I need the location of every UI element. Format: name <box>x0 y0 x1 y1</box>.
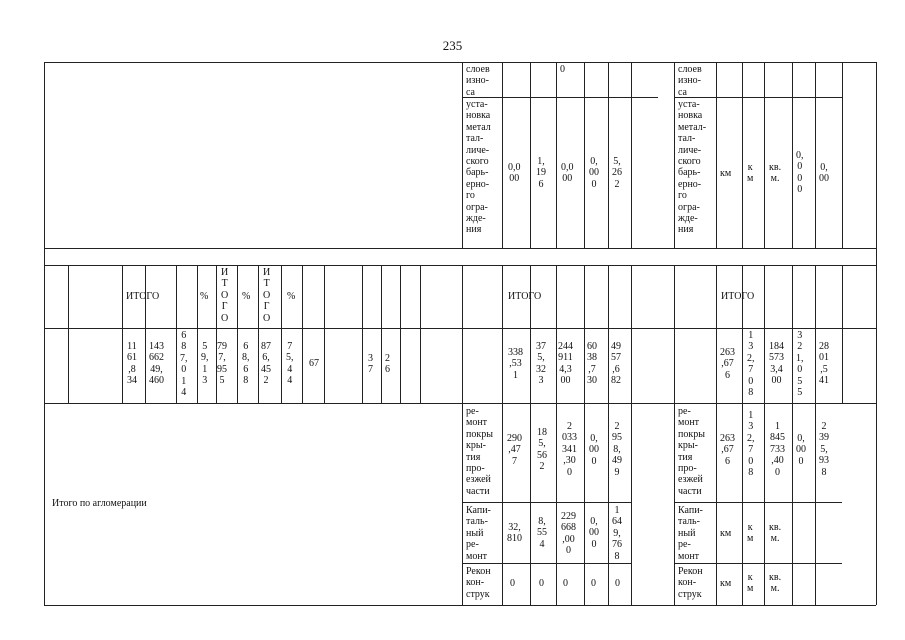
grid-line <box>674 563 842 564</box>
itogo-label: ИТОГО <box>126 291 160 302</box>
cell-r2-unit-km: км <box>720 168 732 179</box>
grid-line <box>716 265 717 403</box>
agglomeration-total-label: Итого по агломерации <box>52 498 147 509</box>
grid-line <box>674 502 842 503</box>
grid-line <box>362 265 363 403</box>
grid-line <box>742 62 743 248</box>
val-g: 87 6, 45 2 <box>261 341 271 387</box>
grid-line <box>44 265 876 266</box>
val-r1: 263 ,67 6 <box>720 347 735 381</box>
grid-line <box>556 265 557 403</box>
grid-line <box>237 265 238 403</box>
val-m4: 60 38 ,7 30 <box>587 341 597 387</box>
grid-line <box>631 265 632 403</box>
grid-line <box>44 328 876 329</box>
capital-m2: 8, 55 4 <box>537 516 547 550</box>
grid-line <box>764 62 765 248</box>
grid-line <box>631 62 632 248</box>
grid-line <box>631 403 632 605</box>
grid-line <box>462 502 631 503</box>
grid-line <box>324 265 325 403</box>
grid-line <box>420 265 421 403</box>
cell-right-layer-text: слоев изно- са <box>678 64 702 98</box>
grid-line <box>462 403 463 605</box>
grid-line <box>608 403 609 605</box>
grid-line <box>462 265 463 403</box>
repair-r1: 263 ,67 6 <box>720 433 735 467</box>
grid-line <box>502 403 503 605</box>
capital-m5: 1 64 9, 76 8 <box>612 505 622 562</box>
grid-line <box>44 605 876 606</box>
grid-line <box>674 62 675 248</box>
grid-line <box>876 62 877 605</box>
grid-line <box>462 97 658 98</box>
grid-line <box>145 265 146 403</box>
pct-1: % <box>200 291 209 302</box>
grid-line <box>502 265 503 403</box>
grid-line <box>44 62 876 63</box>
grid-line <box>764 403 765 605</box>
cell-layer-text: слоев изно- са <box>466 64 490 98</box>
grid-line <box>68 265 69 403</box>
repair-m3: 2 033 341 ,30 0 <box>562 421 577 478</box>
cell-r2-v1: 0,0 00 <box>508 162 521 185</box>
cell-install-text: уста- новка метал тал- личе- ского барь- ерно- го огра- жде- ния <box>466 99 491 236</box>
repair-label: ре- монт покры кры- тия про- езжей части <box>466 406 493 497</box>
grid-line <box>815 403 816 605</box>
recon-r2: к м <box>747 572 754 595</box>
grid-line <box>742 265 743 403</box>
grid-line <box>742 403 743 605</box>
grid-line <box>584 403 585 605</box>
grid-line <box>556 403 557 605</box>
val-b: 143 662 49, 460 <box>149 341 164 387</box>
grid-line <box>197 265 198 403</box>
val-j: 3 7 <box>368 353 373 376</box>
repair-r4: 0, 00 0 <box>796 433 806 467</box>
cell-right-install-text: уста- новка метал- тал- личе- ского барь- ерно- го огра- жде- ния <box>678 99 707 236</box>
capital-r1: км <box>720 528 732 539</box>
grid-line <box>530 62 531 248</box>
itogo-vert-2: И Т О Г О <box>263 267 271 324</box>
grid-line <box>258 265 259 403</box>
recon-r3: кв. м. <box>769 572 782 595</box>
val-a: 11 61 ,8 34 <box>127 341 137 387</box>
grid-line <box>122 265 123 403</box>
mid-itogo-label: ИТОГО <box>508 291 542 302</box>
grid-line <box>381 265 382 403</box>
recon-m4: 0 <box>591 578 596 589</box>
grid-line <box>530 265 531 403</box>
repair-m1: 290 ,47 7 <box>507 433 522 467</box>
grid-line <box>462 563 631 564</box>
grid-line <box>176 265 177 403</box>
capital-m3: 229 668 ,00 0 <box>561 511 576 557</box>
cell-zero-mark: 0 <box>560 64 565 75</box>
right-recon-label: Рекон кон- струк <box>678 566 703 600</box>
val-r4: 3 2 1, 0 5 5 <box>796 330 804 399</box>
cell-r2-r5: 0, 00 <box>819 162 829 185</box>
capital-m4: 0, 00 0 <box>589 516 599 550</box>
grid-line <box>281 265 282 403</box>
grid-line <box>792 265 793 403</box>
repair-r2: 1 3 2, 7 0 8 <box>747 410 755 479</box>
grid-line <box>608 62 609 248</box>
val-d: 5 9, 1 3 <box>201 341 209 387</box>
recon-m1: 0 <box>510 578 515 589</box>
grid-line <box>716 62 717 248</box>
recon-m3: 0 <box>563 578 568 589</box>
grid-line <box>400 265 401 403</box>
val-k: 2 6 <box>385 353 390 376</box>
cell-r2-unit-km-v: к м <box>747 162 754 185</box>
grid-line <box>44 62 45 605</box>
repair-r5: 2 39 5, 93 8 <box>819 421 829 478</box>
grid-line <box>502 62 503 248</box>
grid-line <box>792 403 793 605</box>
repair-m5: 2 95 8, 49 9 <box>612 421 622 478</box>
val-m3: 244 911 4,3 00 <box>558 341 573 387</box>
right-capital-label: Капи- таль- ный ре- монт <box>678 505 703 562</box>
grid-line <box>792 62 793 248</box>
val-m5: 49 57 ,6 82 <box>611 341 621 387</box>
recon-m2: 0 <box>539 578 544 589</box>
val-r2: 1 3 2, 7 0 8 <box>747 330 755 399</box>
capital-m1: 32, 810 <box>507 522 522 545</box>
grid-line <box>764 265 765 403</box>
repair-m2: 18 5, 56 2 <box>537 427 547 473</box>
val-e: 79 7, 95 5 <box>217 341 227 387</box>
grid-line <box>815 62 816 248</box>
val-f: 6 8, 6 8 <box>242 341 250 387</box>
cell-r2-v3: 0,0 00 <box>561 162 574 185</box>
grid-line <box>462 62 463 248</box>
val-i: 67 <box>309 358 319 369</box>
cell-r2-unit-sqm: кв. м. <box>769 162 782 185</box>
grid-line <box>584 265 585 403</box>
right-itogo-label: ИТОГО <box>721 291 755 302</box>
val-h: 7 5, 4 4 <box>286 341 294 387</box>
cell-r2-v4: 0, 00 0 <box>589 156 599 190</box>
val-r3: 184 573 3,4 00 <box>769 341 784 387</box>
grid-line <box>44 248 876 249</box>
pct-2: % <box>242 291 251 302</box>
grid-line <box>842 265 843 403</box>
itogo-vert-1: И Т О Г О <box>221 267 229 324</box>
repair-r3: 1 845 733 ,40 0 <box>770 421 785 478</box>
grid-line <box>530 403 531 605</box>
right-repair-label: ре- монт покры кры- тия про- езжей части <box>678 406 705 497</box>
grid-line <box>608 265 609 403</box>
recon-r1: км <box>720 578 732 589</box>
recon-label: Рекон кон- струк <box>466 566 491 600</box>
cell-r2-v2: 1, 19 6 <box>536 156 546 190</box>
capital-label: Капи- таль- ный ре- монт <box>466 505 491 562</box>
grid-line <box>584 62 585 248</box>
val-m1: 338 ,53 1 <box>508 347 523 381</box>
grid-line <box>674 265 675 403</box>
capital-r3: кв. м. <box>769 522 782 545</box>
repair-m4: 0, 00 0 <box>589 433 599 467</box>
grid-line <box>674 403 675 605</box>
val-c: 6 8 7, 0 1 4 <box>180 330 188 399</box>
val-r5: 28 01 ,5 41 <box>819 341 829 387</box>
grid-line <box>302 265 303 403</box>
val-m2: 37 5, 32 3 <box>536 341 546 387</box>
grid-line <box>716 403 717 605</box>
grid-line <box>44 403 876 404</box>
grid-line <box>815 265 816 403</box>
grid-line <box>556 62 557 248</box>
cell-r2-r4: 0, 0 0 0 <box>796 150 804 196</box>
cell-r2-v5: 5, 26 2 <box>612 156 622 190</box>
page-number: 235 <box>442 38 463 53</box>
recon-m5: 0 <box>615 578 620 589</box>
pct-3: % <box>287 291 296 302</box>
capital-r2: к м <box>747 522 754 545</box>
grid-line <box>842 62 843 248</box>
